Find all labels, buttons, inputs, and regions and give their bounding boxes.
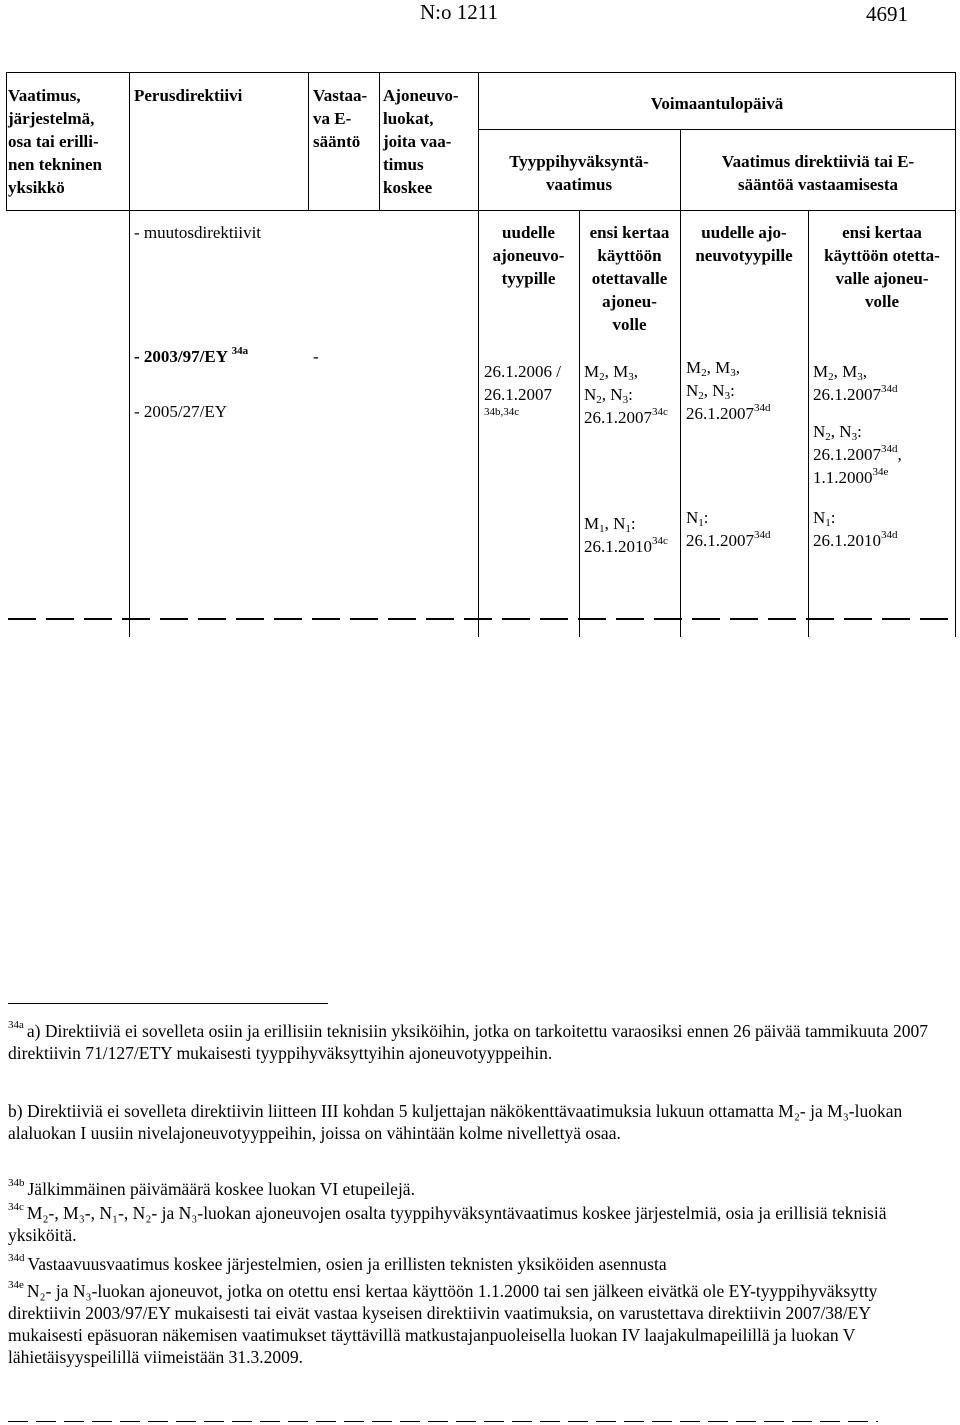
header-compliance: Vaatimus direktiiviä tai E- sääntöä vastaamisesta (721, 152, 915, 194)
header-vehicle-classes: Ajoneuvo- luokat, joita vaa- timus koskee (383, 86, 459, 197)
section-number: N:o 1211 (420, 0, 498, 24)
page-number: 4691 (866, 2, 908, 26)
footnote-34c: $^{34c}$ M₂-, M₃-, N₁-, N₂- ja N₃-luokan ajoneuvojen osalta tyyppihyväksyntävaatimus koskee järjestelmiä, osia ja erillisiä teknisiä yksiköitä. (8, 1201, 887, 1245)
page-end-dashed-line (8, 1421, 878, 1422)
compliance-first-reg-n1: $N_1$: $26.1.2010^{34d}$ (813, 508, 898, 550)
header-base-directive: Perusdirektiivi (134, 86, 243, 105)
directive-2003-97: - 2003/97/EY $^{34a}$ (134, 345, 249, 366)
type-approval-dates: 26.1.2006 / 26.1.2007 34b,34c (484, 362, 561, 418)
footnote-34a: $^{34a}$ a) Direktiiviä ei sovelleta osiin ja erillisiin teknisiin yksiköihin, jotka on tarkoitettu varaosiksi ennen 26 päivää tammikuuta 2007 direktiivin 71/127/ETY mukaisesti tyyppihyväksyttyihin ajoneuvotyyppeihin. (8, 1019, 928, 1063)
subheader-new-type-2: uudelle ajo- neuvotyypille (695, 223, 793, 265)
header-type-approval: Tyyppihyväksyntä- vaatimus (509, 152, 649, 194)
equivalent-rule-value: - (313, 347, 319, 366)
compliance-first-reg-n2-n3: $N_2$, $N_3$: $26.1.2007^{34d}$, $1.1.2000^{34e}$ (813, 422, 902, 487)
footnote-34e: $^{34e}$ N₂- ja N₃-luokan ajoneuvot, jotka on otettu ensi kertaa käyttöön 1.1.2000 tai sen jälkeen eivätkä ole EY-tyyppihyväksytty direktiivin 2003/97/EY mukaisesti tai eivät vastaa kyseisen direktiivin vaatimuksia, on varustettava direktiivin 2007/38/EY mukaisesti epäsuoran näkemisen vaatimukset täyttävillä matkustajanpuoleisella luokan IV laajakulmapeilillä ja luokan V lähietäisyyspeilillä viimeistään 31.3.2009. (8, 1279, 878, 1367)
subheader-new-type-1: uudelle ajoneuvo- tyypille (492, 223, 565, 288)
directive-2005-27: - 2005/27/EY (134, 402, 228, 421)
compliance-new-type-m2-m3-n2-n3: $M_2$, $M_3$, $N_2$, $N_3$: $26.1.2007^{34d}$ (686, 358, 771, 423)
footnote-34d: $^{34d}$ Vastaavuusvaatimus koskee järjestelmien, osien ja erillisten teknisten yksiköiden asennusta (8, 1252, 667, 1274)
compliance-new-type-n1: $N_1$: $26.1.2007^{34d}$ (686, 508, 771, 550)
header-entry-into-force: Voimaantulopäivä (650, 94, 784, 113)
table-end-dashed-line (8, 618, 953, 620)
footnote-34a-b: b) Direktiiviä ei sovelleta direktiivin liitteen III kohdan 5 kuljettajan näkökenttävaatimuksia lukuun ottamatta M₂- ja M₃-luokan alaluokan I uusiin nivelajoneuvotyyppeihin, joissa on vähintään kolme nivellettyä osaa. (8, 1101, 903, 1143)
subheader-first-registration-1: ensi kertaa käyttöön otettavalle ajoneu- volle (589, 223, 670, 334)
header-requirement: Vaatimus, järjestelmä, osa tai erilli- nen tekninen yksikkö (8, 86, 102, 197)
compliance-first-reg-m2-m3: $M_2$, $M_3$, $26.1.2007^{34d}$ (813, 362, 898, 404)
footnote-34b: $^{34b}$ Jälkimmäinen päivämäärä koskee luokan VI etupeilejä. (8, 1177, 415, 1199)
header-equivalent-rule: Vastaa- va E- sääntö (313, 86, 368, 151)
first-reg-m2-m3-n2-n3: $M_2$, $M_3$, $N_2$, $N_3$: $26.1.2007^{34c}$ (584, 362, 668, 427)
first-reg-m1-n1: $M_1$, $N_1$: $26.1.2010^{34c}$ (584, 514, 668, 556)
subheader-first-registration-2: ensi kertaa käyttöön otetta- valle ajoneu- volle (824, 223, 940, 311)
amending-directives-label: - muutosdirektiivit (134, 223, 262, 242)
footnote-separator (8, 1003, 328, 1004)
